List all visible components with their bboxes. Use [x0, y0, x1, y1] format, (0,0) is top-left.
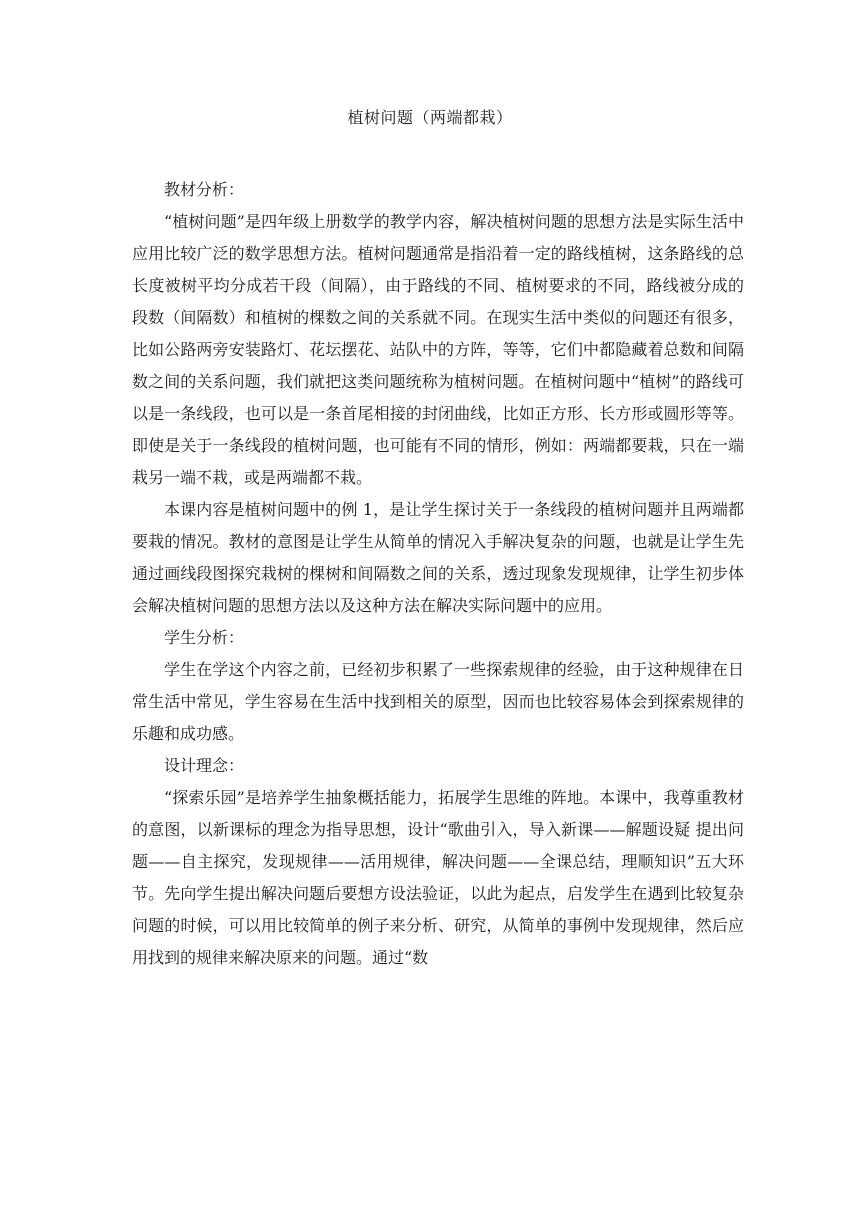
- document-title: 植树问题（两端都栽）: [347, 108, 513, 127]
- document-body: [132, 174, 744, 974]
- section-heading-student-analysis: 学生分析：: [164, 628, 245, 647]
- section-heading-textbook-analysis: 教材分析：: [164, 180, 245, 199]
- paragraph-textbook-analysis-1: “植树问题”是四年级上册数学的教学内容，解决植树问题的思想方法是实际生活中应用比较广泛的数学思想方法。植树问题通常是指沿着一定的路线植树，这条路线的总长度被树平均分成若干段（间隔），由于路线的不同、植树要求的不同，路线被分成的段数（间隔数）和植树的棵数之间的关系就不同。在现实生活中类似的问题还有很多，比如公路两旁安装路灯、花坛摆花、站队中的方阵，等等，它们中都隐藏着总数和间隔数之间的关系问题，我们就把这类问题统称为植树问题。在植树问题中“植树”的路线可以是一条线段，也可以是一条首尾相接的封闭曲线，比如正方形、长方形或圆形等等。即使是关于一条线段的植树问题，也可能有不同的情形，例如：两端都要栽，只在一端栽另一端不栽，或是两端都不栽。: [132, 212, 744, 487]
- section-heading-design-concept: 设计理念：: [164, 756, 245, 775]
- paragraph-design-concept: “探索乐园”是培养学生抽象概括能力，拓展学生思维的阵地。本课中，我尊重教材的意图，以新课标的理念为指导思想，设计“歌曲引入，导入新课——解题设疑 提出问题——自主探究，发现规律——活用规律，解决问题——全课总结，理顺知识”五大环节。先向学生提出解决问题后要想方设法验证，以此为起点，启发学生在遇到比较复杂问题的时候，可以用比较简单的例子来分析、研究，从简单的事例中发现规律，然后应用找到的规律来解决原来的问题。通过“数: [132, 788, 744, 967]
- paragraph-textbook-analysis-2: 本课内容是植树问题中的例 1，是让学生探讨关于一条线段的植树问题并且两端都要栽的情况。教材的意图是让学生从简单的情况入手解决复杂的问题，也就是让学生先通过画线段图探究栽树的棵树和间隔数之间的关系，透过现象发现规律，让学生初步体会解决植树问题的思想方法以及这种方法在解决实际问题中的应用。: [132, 500, 744, 615]
- paragraph-student-analysis: 学生在学这个内容之前，已经初步积累了一些探索规律的经验，由于这种规律在日常生活中常见，学生容易在生活中找到相关的原型，因而也比较容易体会到探索规律的乐趣和成功感。: [132, 660, 744, 743]
